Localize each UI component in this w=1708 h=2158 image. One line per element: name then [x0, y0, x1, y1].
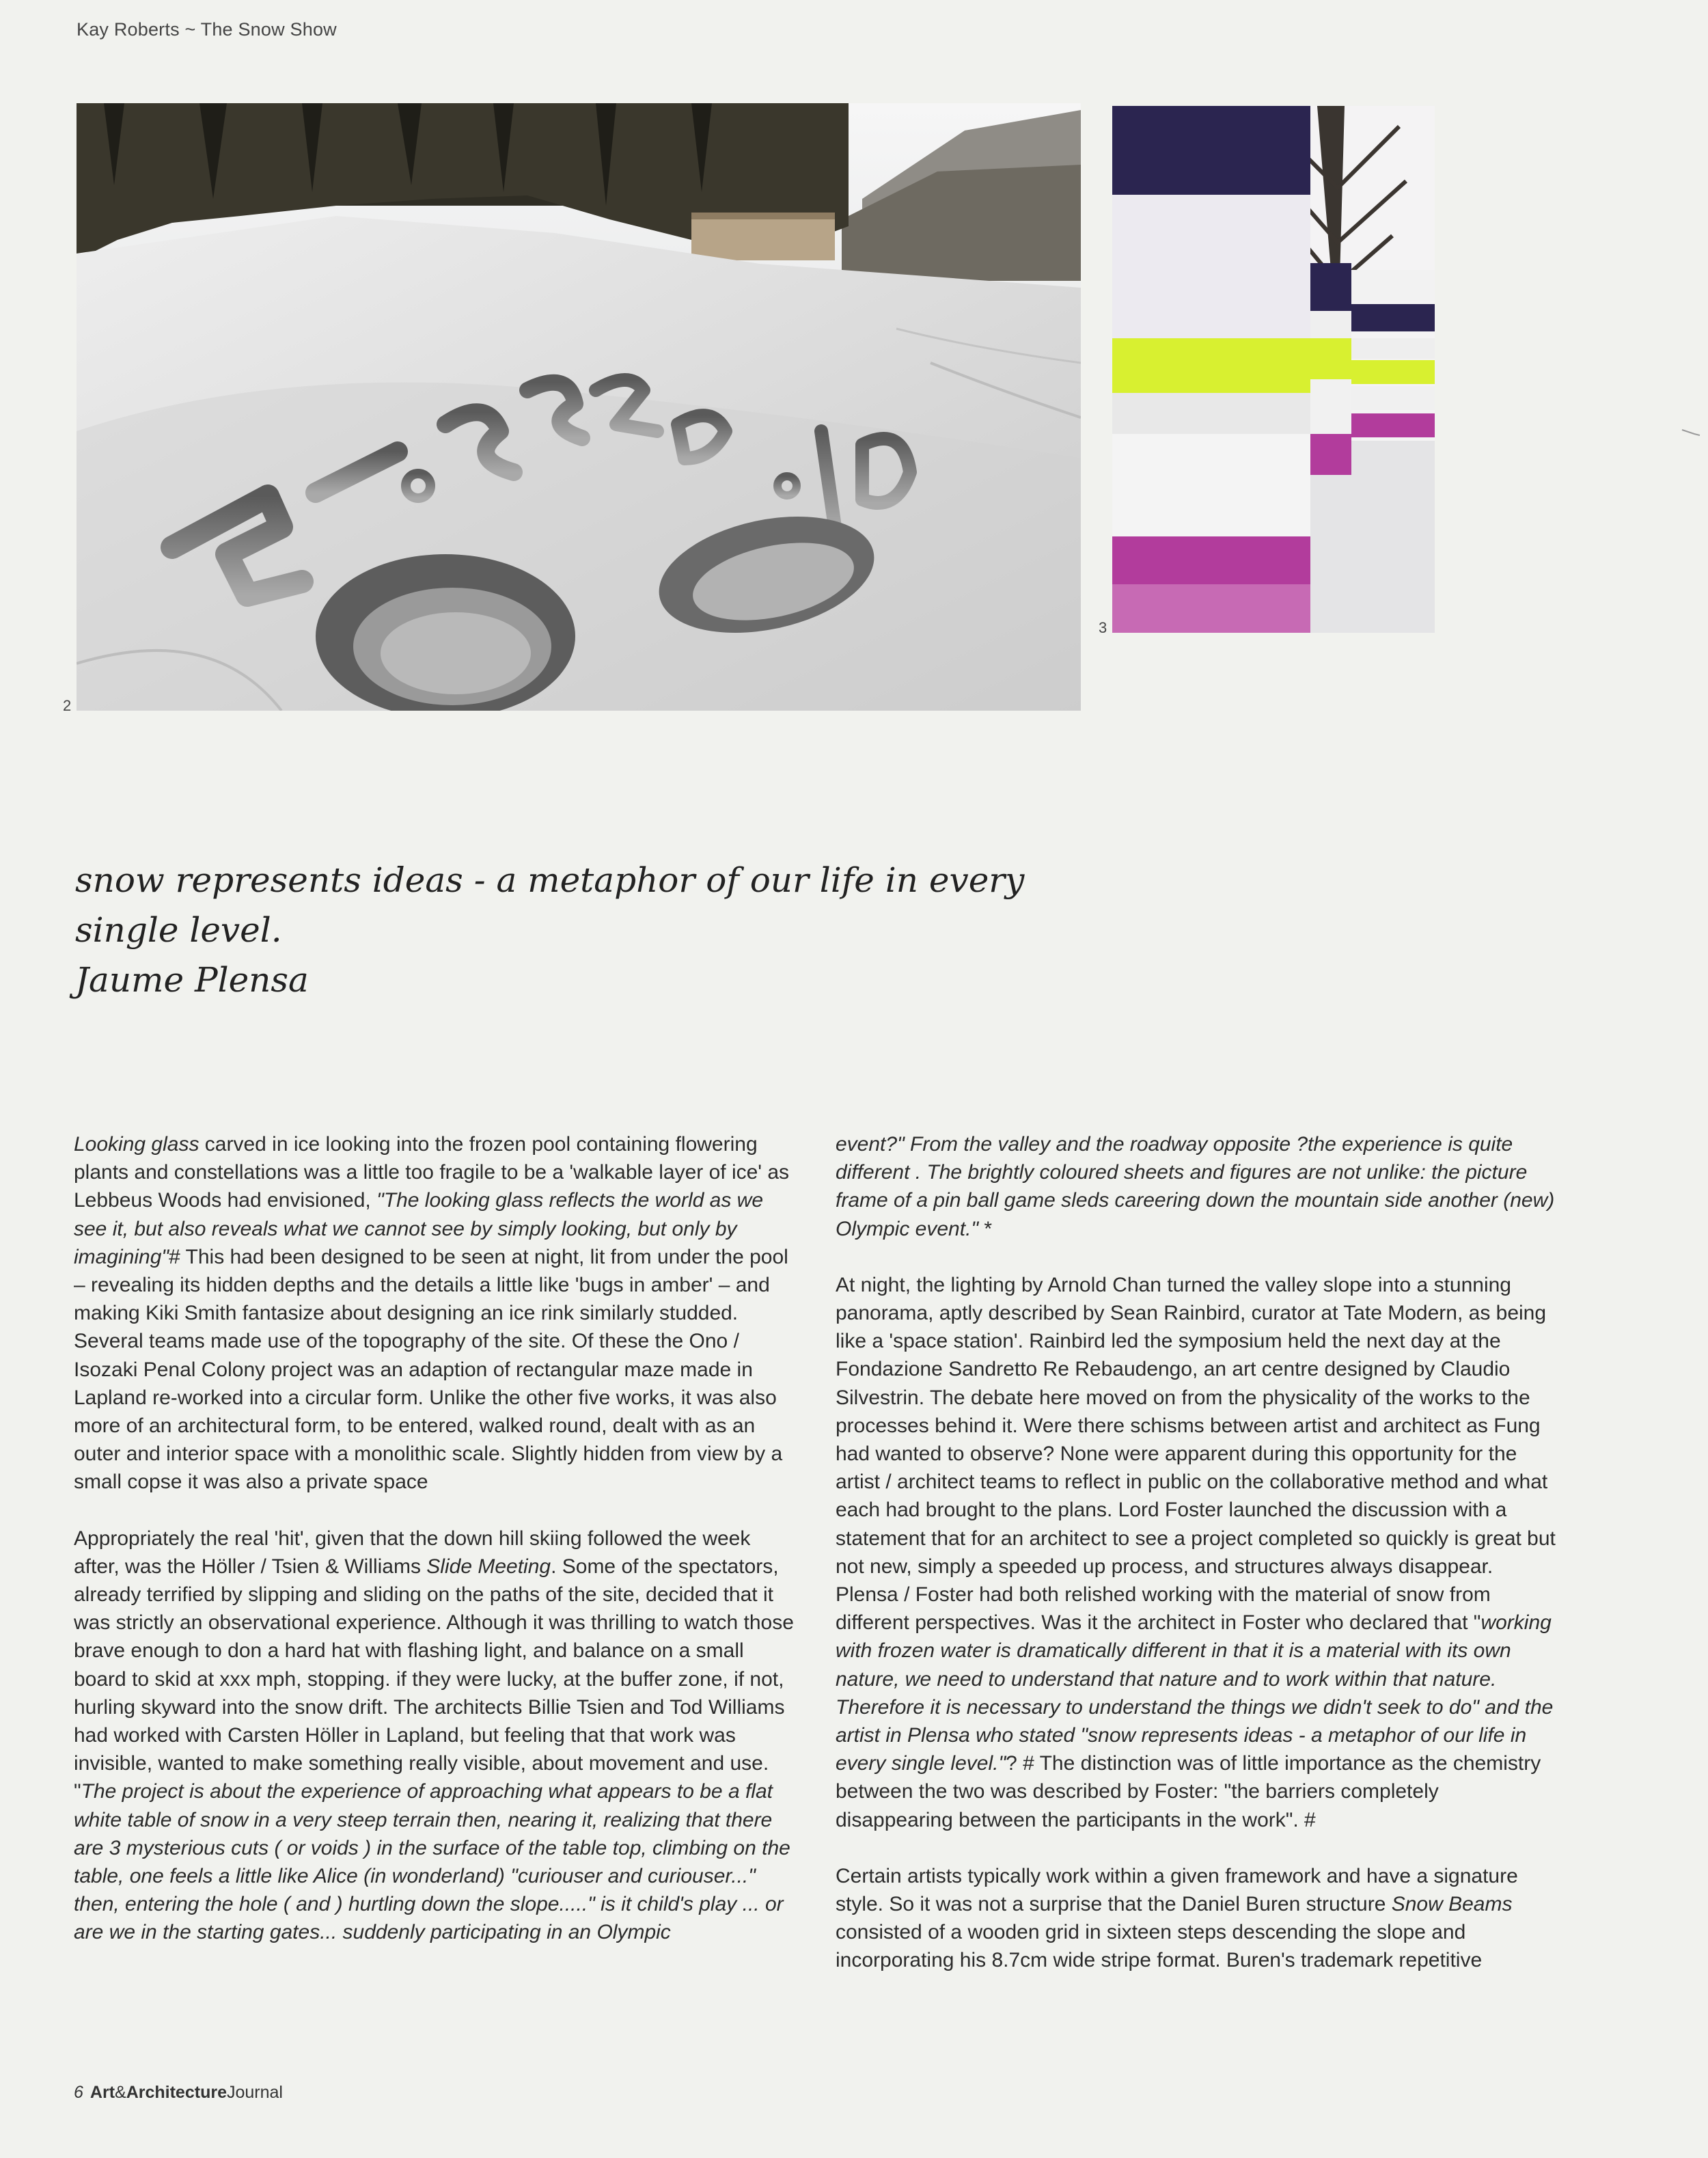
paragraph: Looking glass carved in ice looking into the frozen pool containing flowering plants and constellations was a little too fragile to be a 'walkable layer of ice' as Lebbeus Woods had envisioned, "The looking glass reflects the world as we see it, but also reveals what we cannot see by simply looking, but only by imagining"# This had been designed to be seen at night, lit from under the pool – revealing its hidden depths and the details a little like 'bugs in amber' – and making Kiki Smith fantasize about designing an ice rink similarly studded. Several teams made use of the topography of the site. Of these the Ono / Isozaki Penal Colony project was an adaption of rectangular maze made in Lapland re-worked into a circular form. Unlike the other five works, it was also more of an architectural form, to be entered, walked round, dealt with as an outer and interior space with a monolithic scale. Slightly hidden from view by a small copse it was also a private space: [74, 1133, 790, 1494]
figure-3-number: 3: [1099, 619, 1107, 636]
figure-2-number: 2: [63, 697, 72, 714]
running-head: Kay Roberts ~ The Snow Show: [77, 19, 337, 40]
pull-quote-line-2: single level.: [75, 910, 282, 950]
left-column: [74, 1130, 798, 1947]
journal-brand-architecture: Architecture: [126, 2083, 227, 2102]
page-number: 6: [74, 2083, 83, 2102]
paragraph: event?" From the valley and the roadway opposite ?the experience is quite different . The brightly coloured sheets and figures are not unlike: the picture frame of a pin ball game sleds careering down the mountain side another (new) Olympic event." *: [836, 1133, 1555, 1240]
journal-brand-art: Art: [89, 2083, 115, 2102]
right-column: [836, 1130, 1560, 1975]
figure-2-snow-coordinates-photo: [77, 103, 1081, 711]
folio: [74, 2083, 283, 2103]
paragraph: Appropriately the real 'hit', given that the down hill skiing followed the week after, was the Höller / Tsien & Williams Slide Meeting. Some of the spectators, already terrified by slipping and sliding on the paths of the site, decided that it was strictly an observational experience. Although it was thrilling to watch those brave enough to don a hard hat with flashing light, and balance on a small board to skid at xxx mph, stopping. if they were lucky, at the buffer zone, if not, hurling skyward into the snow drift. The architects Billie Tsien and Tod Williams had worked with Carsten Höller in Lapland, but feeling that that work was invisible, wanted to make something really visible, about movement and use. "The project is about the experience of approaching what appears to be a flat white table of snow in a very steep terrain then, nearing it, realizing that there are 3 mysterious cuts ( or voids ) in the surface of the table top, climbing on the table, one feels a little like Alice (in wonderland) "curiouser and curiouser..." then, entering the hole ( and ) hurtling down the slope....." is it child's play ... or are we in the starting gates... suddenly participating in an Olympic: [74, 1527, 794, 1944]
journal-brand-amp: &: [115, 2083, 126, 2102]
pull-quote-attribution: Jaume Plensa: [75, 960, 309, 1000]
scan-speck: [1681, 427, 1701, 437]
journal-brand-journal: Journal: [226, 2083, 283, 2102]
pull-quote-line-1: snow represents ideas - a metaphor of our life in every: [75, 860, 1025, 900]
pull-quote: [75, 856, 1168, 1005]
paragraph: At night, the lighting by Arnold Chan turned the valley slope into a stunning panorama, aptly described by Sean Rainbird, curator at Tate Modern, as being like a 'space station'. Rainbird led the symposium held the next day at the Fondazione Sandretto Re Rebaudengo, an art centre designed by Claudio Silvestrin. The debate here moved on from the physicality of the works to the processes behind it. Were there schisms between artist and architect as Fung had wanted to observe? None were apparent during this opportunity for the artist / architect teams to reflect in public on the collaborative method and what each had brought to the plans. Lord Foster launched the discussion with a statement that for an architect to see a project completed so quickly is great but not new, simply a speeded up process, and structures always disappear. Plensa / Foster had both relished working with the material of snow from different perspectives. Was it the architect in Foster who declared that "working with frozen water is dramatically different in that it is a material with its own nature, we need to understand that nature and to work within that nature. Therefore it is necessary to understand the things we didn't seek to do" and the artist in Plensa who stated "snow represents ideas - a metaphor of our life in every single level."? # The distinction was of little importance as the chemistry between the two was described by Foster: "the barriers completely disappearing between the participants in the work". #: [836, 1273, 1556, 1831]
figure-3-striped-snow-beams-photo: [1112, 106, 1435, 633]
paragraph: Certain artists typically work within a given framework and have a signature style. So it was not a surprise that the Daniel Buren structure Snow Beams consisted of a wooden grid in sixteen steps descending the slope and incorporating his 8.7cm wide stripe format. Buren's trademark repetitive: [836, 1864, 1518, 1972]
